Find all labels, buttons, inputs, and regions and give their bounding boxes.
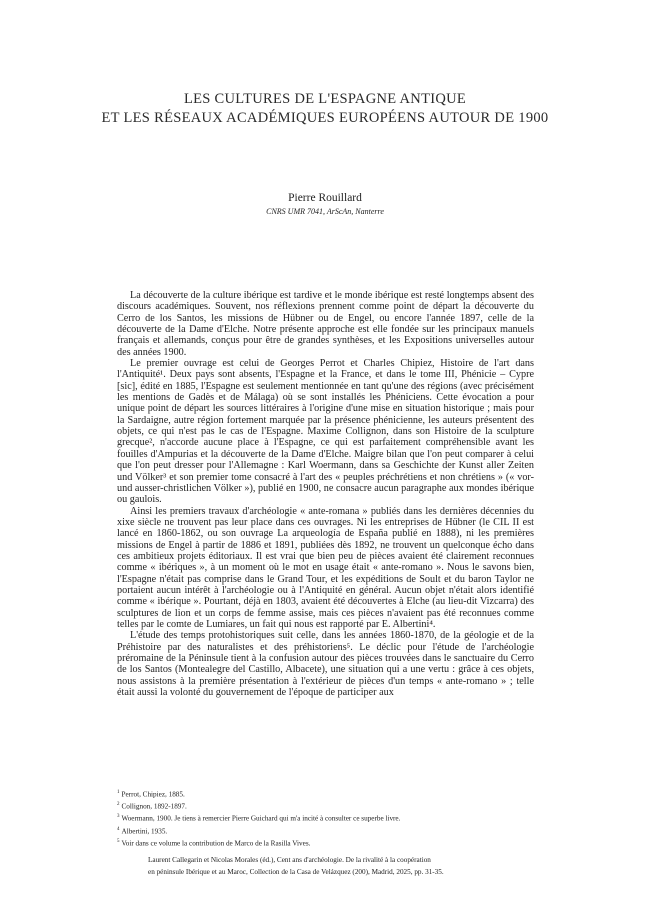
body-paragraph: La découverte de la culture ibérique est tardive et le monde ibérique est resté longtemps absent des discours académiques. Souvent, nos réflexions prennent comme point de départ la découverte du Cerro de los Santos, les missions de Hübner ou de Engel, ou encore l'année 1897, celle de la découverte de la Dame d'Elche. Notre présente approche est elle fondée sur les principaux manuels français et allemands, conçus pour être de grandes synthèses, et les Expositions universelles autour des années 1900. — [117, 290, 534, 358]
article-body — [117, 290, 534, 698]
footnote-text: Voir dans ce volume la contribution de Marco de la Rasilla Vives. — [121, 839, 311, 848]
article-title-line-1: LES CULTURES DE L'ESPAGNE ANTIQUE — [183, 91, 467, 107]
footnote-number: 1 — [117, 790, 120, 795]
author-affiliation: CNRS UMR 7041, ArScAn, Nanterre — [266, 207, 384, 216]
footnote-text: Collignon, 1892-1897. — [121, 802, 187, 811]
author-name: Pierre Rouillard — [288, 192, 362, 204]
footnote-number: 4 — [117, 826, 120, 832]
footnote-text: Perrot, Chipiez, 1885. — [121, 790, 185, 799]
body-paragraph: Le premier ouvrage est celui de Georges Perrot et Charles Chipiez, Histoire de l'art dans l'Antiquité¹. Deux pays sont absents, l'Espagne et la France, et dans le tome III, Phénicie – Cypre [sic], édité en 1885, l'Espagne est seulement mentionnée en tant qu'une des régions (avec précisément les mentions de Gadès et de Málaga) où se sont installés les Phéniciens. Cette évocation a pour unique point de départ les sources littéraires à l'origine d'une mise en situation historique ; mais pour la Sardaigne, autre région fortement marquée par la présence phénicienne, les auteurs présentent des objets, ce qui n'est pas le cas de l'Espagne. Maxime Collignon, dans son Histoire de la sculpture grecque², n'accorde aucune place à l'Espagne, ce qui est parfaitement compréhensible avant les fouilles d'Ampurias et la découverte de la Dame d'Elche. Maigre bilan que l'on peut comparer à celui que l'on peut dresser pour l'Allemagne : Karl Woermann, dans sa Geschichte der Kunst aller Zeiten und Völker³ et son premier tome consacré à l'art des « peuples préchrétiens et non chrétiens » (« vor-und ausser-christlichen Völker »), publié en 1900, ne consacre aucun paragraphe aux mondes ibérique ou gaulois. — [117, 358, 534, 506]
body-paragraph: L'étude des temps protohistoriques suit celle, dans les années 1860-1870, de la géologie et de la Préhistoire par des naturalistes et des préhistoriens⁵. Le déclic pour l'étude de l'archéologie préromaine de la Péninsule tient à la confusion autour des pièces trouvées dans le sanctuaire du Cerro de los Santos (Montealegre del Castillo, Albacete), une situation qui a une vertu : grâce à ces objets, nous assistons à la première présentation à l'extérieur de pièces d'un temps « ante-romano » ; telle était aussi la volonté du gouvernement de l'époque de participer aux — [117, 630, 534, 699]
footnote-number: 3 — [117, 814, 120, 820]
article-title-line-2: ET LES RÉSEAUX ACADÉMIQUES EUROPÉENS AUTOUR DE 1900 — [101, 110, 549, 126]
source-citation-line-1: Laurent Callegarin et Nicolas Morales (éd.), Cent ans d'archéologie. De la rivalité à la coopération — [148, 856, 431, 864]
footnote — [117, 837, 534, 849]
footnote — [117, 825, 534, 837]
footnote-text: Woermann, 1900. Je tiens à remercier Pierre Guichard qui m'a incité à consulter ce superbe livre. — [121, 814, 401, 823]
source-citation-line-2: en péninsule Ibérique et au Maroc, Collection de la Casa de Velázquez (200), Madrid, 2025, pp. 31-35. — [148, 867, 444, 876]
footnote — [117, 788, 534, 800]
footnote-number: 5 — [117, 838, 120, 844]
source-citation — [148, 855, 528, 878]
footnote — [117, 800, 534, 812]
footnote-number: 2 — [117, 802, 120, 808]
body-paragraph: Ainsi les premiers travaux d'archéologie « ante-romana » publiés dans les dernières décennies du xixe siècle ne trouvent pas leur place dans ces ouvrages. Ni les entreprises de Hübner (le CIL II est lancé en 1860-1862, ou son ouvrage La arqueología de España publié en 1888), ni les premières missions de Engel à partir de 1886 et 1891, publiées dès 1892, ne trouvent un quelconque écho dans ces ambitieux projets éditoriaux. Il est vrai que bien peu de pièces avaient été clairement reconnues comme « ibériques », à un moment où le mot en usage était « ante-romano ». Nous le savons bien, l'Espagne n'était pas comprise dans le Grand Tour, et les expéditions de Soult et du baron Taylor ne portaient aucun intérêt à l'archéologie ou à l'Antiquité en général. Aucun objet n'était alors identifié comme « ibérique ». Pourtant, déjà en 1803, avaient été découvertes à Elche (au lieu-dit Vizcarra) des sculptures de lion et un corps de femme assise, mais ces pièces n'avaient pas été reconnues comme telles par le comte de Lumiares, un fait qui nous est rapporté par E. Albertini⁴. — [117, 505, 534, 630]
footnote-text: Albertini, 1935. — [121, 826, 168, 835]
footnote — [117, 812, 534, 824]
footnotes — [117, 788, 534, 849]
